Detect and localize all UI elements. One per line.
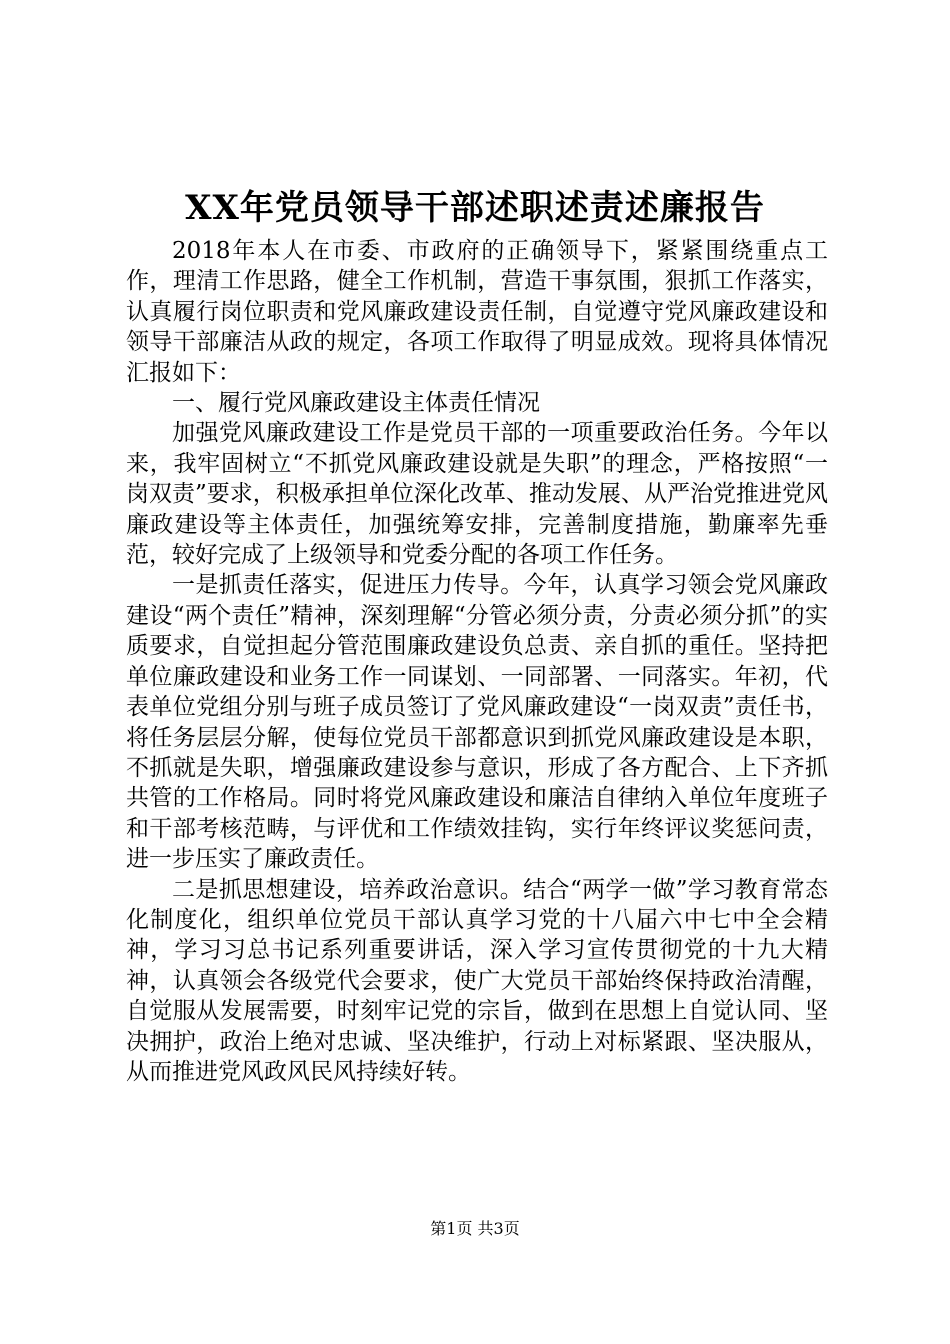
page-footer: 第1页 共3页	[430, 1219, 520, 1238]
section-heading-1: 一、履行党风廉政建设主体责任情况	[172, 390, 540, 417]
paragraph-intro: 2018年本人在市委、市政府的正确领导下，紧紧围绕重点工作，理清工作思路，健全工作机制，营造干事氛围，狠抓工作落实，认真履行岗位职责和党风廉政建设责任制，自觉遵守党风廉政建设和领导干部廉洁从政的规定，各项工作取得了明显成效。现将具体情况汇报如下：	[126, 238, 828, 386]
document-title: XX年党员领导干部述职述责述廉报告	[185, 188, 765, 228]
paragraph-overview: 加强党风廉政建设工作是党员干部的一项重要政治任务。今年以来，我牢固树立“不抓党风廉政建设就是失职”的理念，严格按照“一岗双责”要求，积极承担单位深化改革、推动发展、从严治党推进党风廉政建设等主体责任，加强统筹安排，完善制度措施，勤廉率先垂范，较好完成了上级领导和党委分配的各项工作任务。	[126, 420, 828, 569]
paragraph-responsibility: 一是抓责任落实，促进压力传导。今年，认真学习领会党风廉政建设“两个责任”精神，深刻理解“分管必须分责，分责必须分抓”的实质要求，自觉担起分管范围廉政建设负总责、亲自抓的重任。坚持把单位廉政建设和业务工作一同谋划、一同部署、一同落实。年初，代表单位党组分别与班子成员签订了党风廉政建设“一岗双责”责任书，将任务层层分解，使每位党员干部都意识到抓党风廉政建设是本职，不抓就是失职，增强廉政建设参与意识，形成了各方配合、上下齐抓共管的工作格局。同时将党风廉政建设和廉洁自律纳入单位年度班子和干部考核范畴，与评优和工作绩效挂钩，实行年终评议奖惩问责，进一步压实了廉政责任。	[126, 572, 828, 873]
document-body	[126, 236, 828, 1087]
paragraph-ideology: 二是抓思想建设，培养政治意识。结合“两学一做”学习教育常态化制度化，组织单位党员干部认真学习党的十八届六中七中全会精神，学习习总书记系列重要讲话，深入学习宣传贯彻党的十九大精神，认真领会各级党代会要求，使广大党员干部始终保持政治清醒，自觉服从发展需要，时刻牢记党的宗旨，做到在思想上自觉认同、坚决拥护，政治上绝对忠诚、坚决维护，行动上对标紧跟、坚决服从，从而推进党风政风民风持续好转。	[126, 876, 828, 1085]
